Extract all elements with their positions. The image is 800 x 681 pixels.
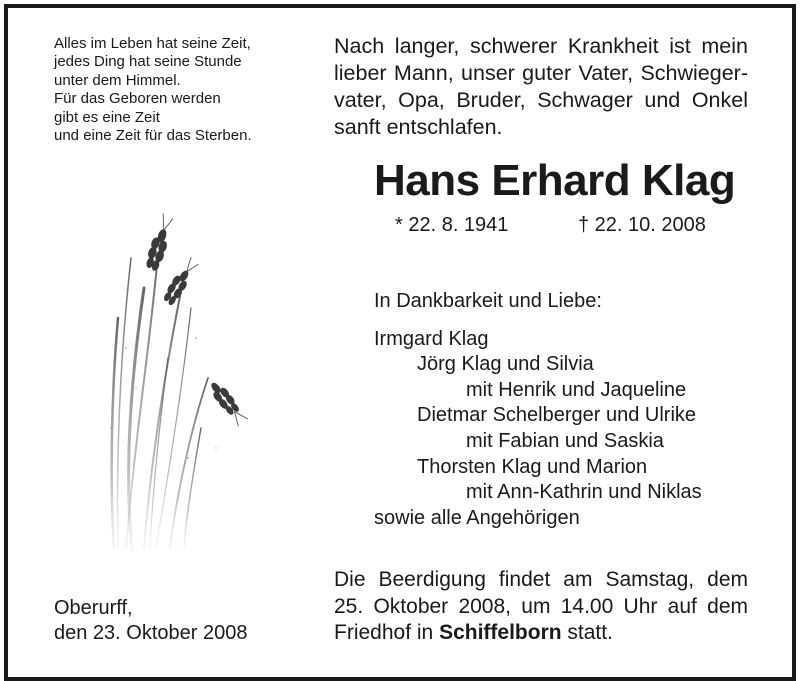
poem-line: unter dem Himmel. bbox=[54, 71, 181, 89]
poem-line: Für das Geboren werden bbox=[54, 90, 221, 108]
place-date bbox=[54, 596, 247, 646]
family-list bbox=[374, 289, 702, 531]
intro-line: lieber Mann, unser guter Vater, Schwieger- bbox=[334, 61, 748, 85]
family-member: mit Henrik und Jaqueline bbox=[466, 378, 687, 401]
poem-line: und eine Zeit für das Sterben. bbox=[54, 127, 252, 145]
poem-verse bbox=[54, 35, 304, 145]
intro-text bbox=[334, 33, 748, 141]
place-town: Oberurff, bbox=[54, 597, 133, 619]
poem-line: gibt es eine Zeit bbox=[54, 108, 160, 126]
family-member: Irmgard Klag bbox=[374, 327, 489, 350]
funeral-line bbox=[334, 620, 748, 647]
funeral-suffix: statt. bbox=[561, 621, 613, 644]
family-heading: In Dankbarkeit und Liebe: bbox=[374, 290, 602, 312]
funeral-info bbox=[334, 567, 748, 647]
poem-line: Alles im Leben hat seine Zeit, bbox=[54, 35, 251, 52]
place-date-line: den 23. Oktober 2008 bbox=[54, 622, 248, 644]
family-member: mit Ann-Kathrin und Niklas bbox=[466, 481, 702, 504]
family-member: sowie alle Angehörigen bbox=[374, 506, 580, 529]
birth-date: * 22. 8. 1941 bbox=[395, 214, 509, 236]
family-member: Dietmar Schelberger und Ulrike bbox=[417, 404, 697, 427]
intro-line: Nach langer, schwerer Krankheit ist mein bbox=[334, 34, 748, 58]
wheat-ears-icon bbox=[96, 198, 266, 558]
funeral-prefix: Friedhof in bbox=[334, 621, 440, 644]
deceased-name: Hans Erhard Klag bbox=[374, 156, 736, 205]
funeral-place: Schiffelborn bbox=[439, 621, 562, 644]
poem-line: jedes Ding hat seine Stunde bbox=[54, 53, 242, 71]
intro-line: sanft entschlafen. bbox=[334, 115, 503, 139]
family-member: mit Fabian und Saskia bbox=[466, 429, 664, 452]
family-member: Jörg Klag und Silvia bbox=[417, 353, 594, 376]
funeral-line: 25. Oktober 2008, um 14.00 Uhr auf dem bbox=[334, 594, 748, 618]
family-member: Thorsten Klag und Marion bbox=[417, 455, 648, 478]
death-date: † 22. 10. 2008 bbox=[578, 214, 706, 236]
intro-line: vater, Opa, Bruder, Schwager und Onkel bbox=[334, 88, 748, 112]
funeral-line: Die Beerdigung findet am Samstag, dem bbox=[334, 568, 748, 591]
